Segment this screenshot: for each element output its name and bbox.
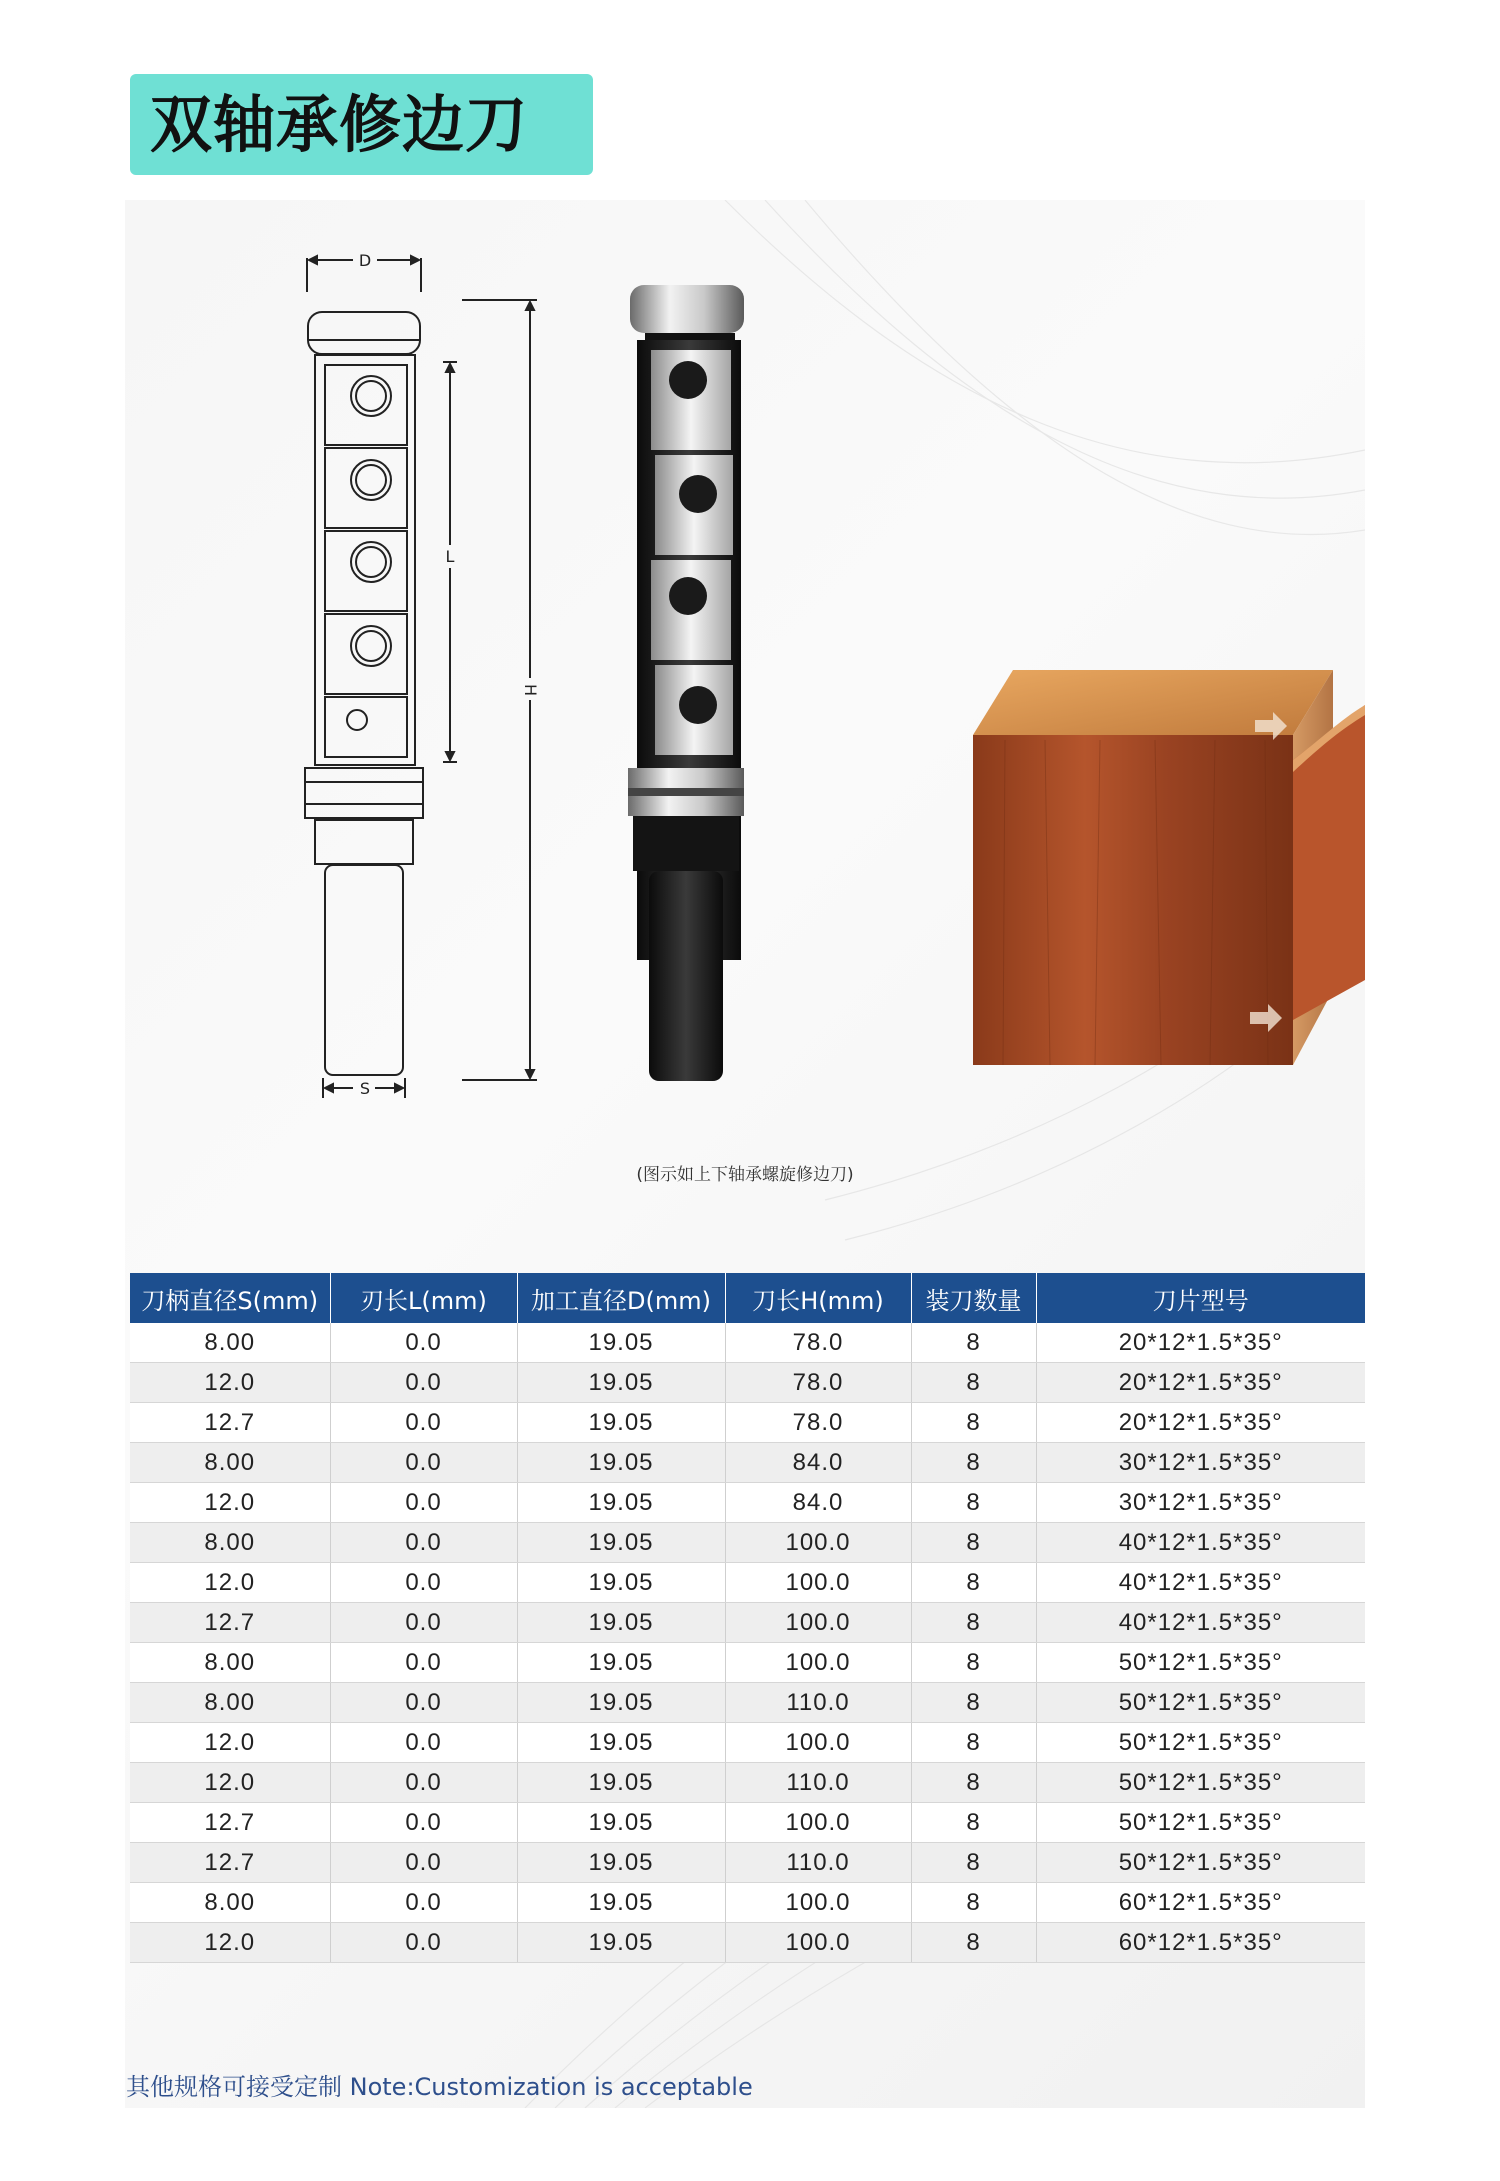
table-cell: 110.0 — [725, 1843, 911, 1883]
table-row — [130, 1483, 1365, 1523]
table-row — [130, 1803, 1365, 1843]
table-cell: 12.7 — [130, 1803, 330, 1843]
table-cell: 19.05 — [517, 1723, 725, 1763]
table-row — [130, 1883, 1365, 1923]
table-cell: 19.05 — [517, 1683, 725, 1723]
table-cell: 20*12*1.5*35° — [1036, 1403, 1365, 1443]
spec-table — [130, 1273, 1365, 1963]
table-cell: 50*12*1.5*35° — [1036, 1763, 1365, 1803]
table-cell: 60*12*1.5*35° — [1036, 1923, 1365, 1963]
table-cell: 8 — [911, 1883, 1036, 1923]
product-figure — [125, 200, 1365, 1200]
col-header-insert-count: 装刀数量 — [911, 1273, 1036, 1323]
table-cell: 12.7 — [130, 1843, 330, 1883]
table-cell: 12.0 — [130, 1483, 330, 1523]
table-cell: 50*12*1.5*35° — [1036, 1643, 1365, 1683]
table-cell: 0.0 — [330, 1643, 517, 1683]
table-cell: 8 — [911, 1523, 1036, 1563]
table-cell: 8 — [911, 1603, 1036, 1643]
table-cell: 8 — [911, 1763, 1036, 1803]
table-cell: 0.0 — [330, 1563, 517, 1603]
table-cell: 19.05 — [517, 1523, 725, 1563]
dimension-label-s: S — [359, 1079, 371, 1098]
table-cell: 8 — [911, 1443, 1036, 1483]
table-cell: 8.00 — [130, 1683, 330, 1723]
table-cell: 19.05 — [517, 1403, 725, 1443]
table-cell: 8 — [911, 1643, 1036, 1683]
table-cell: 20*12*1.5*35° — [1036, 1363, 1365, 1403]
dimension-label-l: L — [445, 547, 455, 566]
table-row — [130, 1643, 1365, 1683]
table-cell: 40*12*1.5*35° — [1036, 1563, 1365, 1603]
customization-note: 其他规格可接受定制 Note:Customization is acceptable — [126, 2073, 753, 2101]
table-cell: 8 — [911, 1483, 1036, 1523]
table-cell: 84.0 — [725, 1483, 911, 1523]
table-cell: 0.0 — [330, 1603, 517, 1643]
table-cell: 84.0 — [725, 1443, 911, 1483]
table-cell: 0.0 — [330, 1723, 517, 1763]
table-cell: 0.0 — [330, 1323, 517, 1363]
table-cell: 0.0 — [330, 1443, 517, 1483]
table-cell: 8.00 — [130, 1443, 330, 1483]
table-cell: 50*12*1.5*35° — [1036, 1723, 1365, 1763]
table-row — [130, 1843, 1365, 1883]
router-bit-photo — [628, 285, 744, 1081]
table-cell: 40*12*1.5*35° — [1036, 1603, 1365, 1643]
table-cell: 19.05 — [517, 1843, 725, 1883]
table-cell: 19.05 — [517, 1443, 725, 1483]
table-cell: 8.00 — [130, 1883, 330, 1923]
table-cell: 12.0 — [130, 1563, 330, 1603]
table-cell: 19.05 — [517, 1923, 725, 1963]
table-cell: 30*12*1.5*35° — [1036, 1483, 1365, 1523]
table-cell: 19.05 — [517, 1883, 725, 1923]
table-cell: 30*12*1.5*35° — [1036, 1443, 1365, 1483]
table-cell: 12.0 — [130, 1923, 330, 1963]
figure-caption: (图示如上下轴承螺旋修边刀) — [636, 1165, 854, 1185]
technical-drawing — [305, 256, 537, 1098]
table-cell: 40*12*1.5*35° — [1036, 1523, 1365, 1563]
table-cell: 8.00 — [130, 1523, 330, 1563]
table-cell: 8 — [911, 1723, 1036, 1763]
table-cell: 19.05 — [517, 1323, 725, 1363]
table-cell: 8 — [911, 1683, 1036, 1723]
table-cell: 0.0 — [330, 1763, 517, 1803]
table-cell: 0.0 — [330, 1803, 517, 1843]
table-cell: 8 — [911, 1403, 1036, 1443]
page-title: 双轴承修边刀 — [150, 88, 529, 161]
table-row — [130, 1923, 1365, 1963]
table-cell: 0.0 — [330, 1883, 517, 1923]
table-header-row — [130, 1273, 1365, 1323]
table-cell: 12.0 — [130, 1763, 330, 1803]
table-cell: 12.0 — [130, 1363, 330, 1403]
table-cell: 100.0 — [725, 1563, 911, 1603]
table-row — [130, 1563, 1365, 1603]
table-cell: 8.00 — [130, 1323, 330, 1363]
table-cell: 19.05 — [517, 1763, 725, 1803]
table-row — [130, 1323, 1365, 1363]
table-cell: 12.7 — [130, 1603, 330, 1643]
table-cell: 100.0 — [725, 1603, 911, 1643]
table-cell: 8 — [911, 1803, 1036, 1843]
col-header-shank-diameter: 刀柄直径S(mm) — [130, 1273, 330, 1323]
table-cell: 0.0 — [330, 1523, 517, 1563]
table-cell: 50*12*1.5*35° — [1036, 1803, 1365, 1843]
table-cell: 100.0 — [725, 1883, 911, 1923]
table-cell: 78.0 — [725, 1363, 911, 1403]
table-cell: 19.05 — [517, 1563, 725, 1603]
col-header-cutting-diameter: 加工直径D(mm) — [517, 1273, 725, 1323]
table-cell: 0.0 — [330, 1483, 517, 1523]
table-cell: 60*12*1.5*35° — [1036, 1883, 1365, 1923]
table-cell: 19.05 — [517, 1483, 725, 1523]
col-header-total-length: 刀长H(mm) — [725, 1273, 911, 1323]
table-cell: 19.05 — [517, 1363, 725, 1403]
col-header-insert-model: 刀片型号 — [1036, 1273, 1365, 1323]
table-cell: 50*12*1.5*35° — [1036, 1843, 1365, 1883]
table-row — [130, 1443, 1365, 1483]
table-row — [130, 1403, 1365, 1443]
table-cell: 8 — [911, 1363, 1036, 1403]
table-row — [130, 1363, 1365, 1403]
table-cell: 8 — [911, 1923, 1036, 1963]
title-badge — [130, 74, 593, 175]
table-row — [130, 1683, 1365, 1723]
dimension-label-h: H — [521, 683, 540, 697]
table-cell: 12.0 — [130, 1723, 330, 1763]
table-cell: 110.0 — [725, 1763, 911, 1803]
table-cell: 20*12*1.5*35° — [1036, 1323, 1365, 1363]
table-cell: 0.0 — [330, 1843, 517, 1883]
table-cell: 12.7 — [130, 1403, 330, 1443]
table-cell: 78.0 — [725, 1323, 911, 1363]
table-cell: 78.0 — [725, 1403, 911, 1443]
table-cell: 0.0 — [330, 1923, 517, 1963]
table-cell: 100.0 — [725, 1923, 911, 1963]
table-cell: 8 — [911, 1323, 1036, 1363]
table-cell: 100.0 — [725, 1723, 911, 1763]
table-cell: 19.05 — [517, 1643, 725, 1683]
dimension-label-d: D — [358, 251, 372, 270]
table-row — [130, 1723, 1365, 1763]
table-row — [130, 1603, 1365, 1643]
table-cell: 0.0 — [330, 1403, 517, 1443]
table-cell: 100.0 — [725, 1523, 911, 1563]
table-cell: 8 — [911, 1563, 1036, 1603]
table-cell: 100.0 — [725, 1643, 911, 1683]
table-cell: 100.0 — [725, 1803, 911, 1843]
table-cell: 50*12*1.5*35° — [1036, 1683, 1365, 1723]
table-cell: 8 — [911, 1843, 1036, 1883]
table-cell: 19.05 — [517, 1603, 725, 1643]
table-cell: 0.0 — [330, 1363, 517, 1403]
col-header-cutting-length: 刃长L(mm) — [330, 1273, 517, 1323]
table-row — [130, 1763, 1365, 1803]
table-cell: 0.0 — [330, 1683, 517, 1723]
table-cell: 8.00 — [130, 1643, 330, 1683]
wood-block-photo — [973, 670, 1365, 1065]
table-cell: 19.05 — [517, 1803, 725, 1843]
table-cell: 110.0 — [725, 1683, 911, 1723]
table-row — [130, 1523, 1365, 1563]
